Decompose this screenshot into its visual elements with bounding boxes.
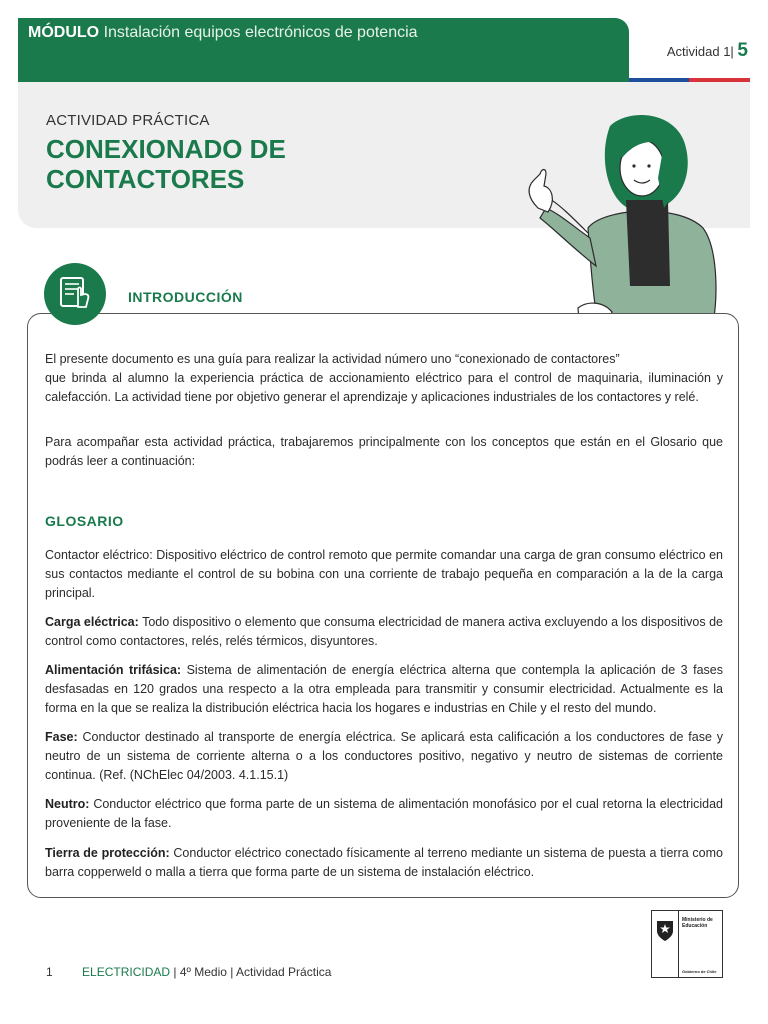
footer-subject: ELECTRICIDAD — [82, 965, 171, 979]
glossary-definition: Conductor eléctrico conectado físicamente al terreno mediante un sistema de puesta a tierra como barra copperweld o malla a tierra que forma parte de un sistema de instalación eléctrico. — [45, 846, 723, 879]
module-name: Instalación equipos electrónicos de potencia — [103, 24, 418, 41]
title-line-1: CONEXIONADO DE — [46, 134, 286, 164]
page-title — [46, 134, 406, 194]
activity-indicator — [667, 40, 748, 62]
activity-subtitle: ACTIVIDAD PRÁCTICA — [46, 112, 210, 129]
intro-paragraph-1: que brinda al alumno la experiencia práctica de accionamiento eléctrico para el control de maquinaria, iluminación y calefacción. La actividad tiene por objetivo generar el aprendizaje y aplicaciones industriales de los contactores y relé. — [45, 371, 723, 404]
glossary-item — [45, 728, 723, 785]
intro-heading: INTRODUCCIÓN — [124, 289, 247, 305]
glossary-item — [45, 613, 723, 651]
page-number: 5 — [737, 40, 748, 61]
glossary-term: Alimentación trifásica: — [45, 663, 182, 677]
glossary-item — [45, 546, 723, 603]
glossary-term: Carga eléctrica: — [45, 615, 139, 629]
document-hand-icon — [44, 263, 106, 325]
title-line-2: CONTACTORES — [46, 164, 245, 194]
glossary-item — [45, 795, 723, 833]
glossary-definition: Contactor eléctrico: Dispositivo eléctrico de control remoto que permite comandar una carga de gran consumo eléctrico en sus contactos mediante el control de su bobina con una corriente de trabajo pequeña en comparación a la de la carga principal. — [45, 548, 723, 600]
glossary-term: Neutro: — [45, 797, 90, 811]
activity-label: Actividad 1| — [666, 44, 734, 59]
module-title — [28, 24, 418, 42]
glossary-term: Fase: — [45, 730, 78, 744]
footer-page-number: 1 — [46, 965, 53, 979]
glossary-definition: Todo dispositivo o elemento que consuma electricidad de manera activa excluyendo a los dispositivos de control como contactores, relés, relés térmicos, disyuntores. — [45, 615, 723, 648]
footer-details: | 4º Medio | Actividad Práctica — [170, 965, 332, 979]
page-footer — [46, 965, 331, 979]
coat-of-arms-icon — [652, 915, 678, 945]
glossary-definition: Conductor eléctrico que forma parte de un sistema de alimentación monofásico por el cual retorna la electricidad proveniente de la fase. — [45, 797, 723, 830]
glossary-item — [45, 844, 723, 882]
woman-pointing-illustration — [518, 108, 723, 338]
logo-divider — [678, 911, 679, 977]
glossary-definition: Conductor destinado al transporte de energía eléctrica. Se aplicará esta calificación a los conductores de fase y neutro de un sistema de corriente alterna o a los conductores positivo, negativo y neutro de sistemas de corriente continua. (Ref. (NChElec 04/2003. 4.1.15.1) — [45, 730, 723, 782]
glossary-term: Tierra de protección: — [45, 846, 170, 860]
ministry-name: Ministerio de Educación — [682, 917, 713, 929]
ministry-logo — [651, 910, 723, 978]
government-name: Gobierno de Chile — [682, 969, 717, 974]
glossary-item — [45, 661, 723, 718]
intro-paragraph-1-line-1: El presente documento es una guía para realizar la actividad número uno “conexionado de contactores” — [45, 352, 620, 366]
glossary-definition: Sistema de alimentación de energía eléctrica alterna que contempla la aplicación de 3 fases desfasadas en 120 grados una respecto a la otra empleada para transmitir y consumir electricidad. Actualmente es la forma en la que se realiza la distribución eléctrica hacia los hogares e industrias en Chile y el resto del mundo. — [45, 663, 723, 715]
intro-paragraph-2: Para acompañar esta actividad práctica, trabajaremos principalmente con los conceptos que están en el Glosario que podrás leer a continuación: — [45, 435, 723, 468]
glossary-heading: GLOSARIO — [45, 513, 124, 529]
module-label: MÓDULO — [28, 24, 100, 41]
intro-badge — [44, 263, 106, 325]
